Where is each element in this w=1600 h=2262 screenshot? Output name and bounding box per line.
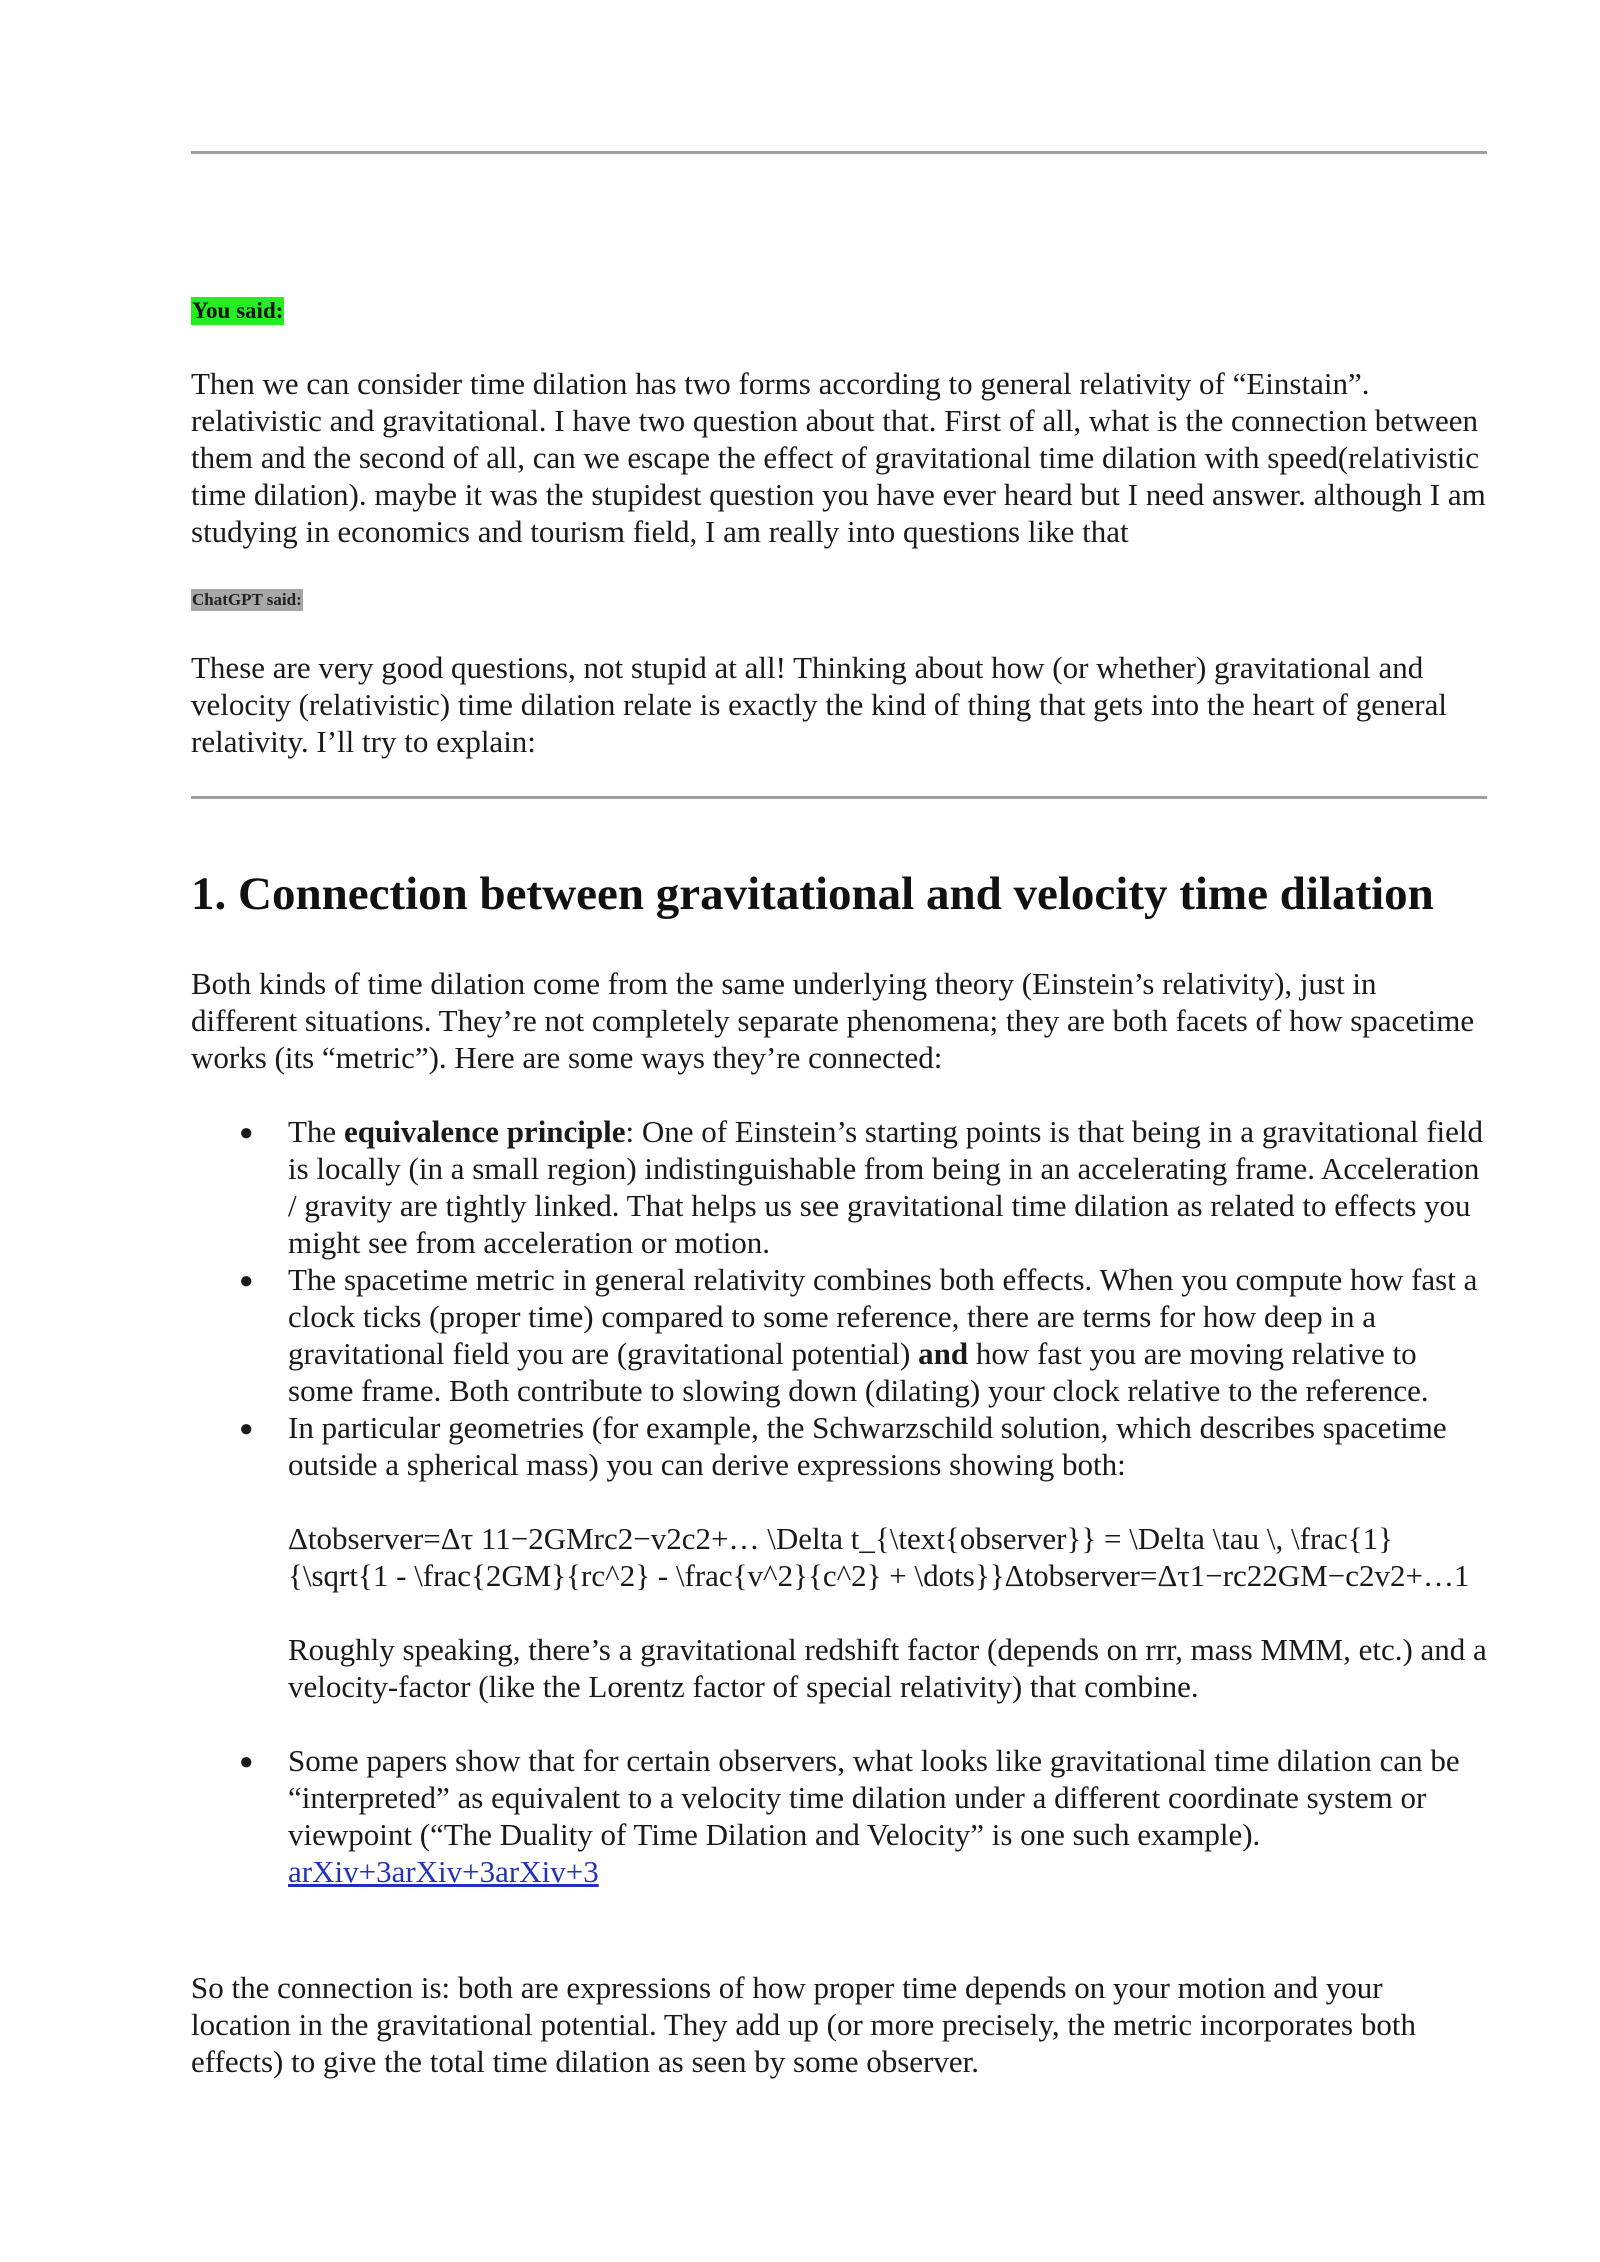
formula-explanation: Roughly speaking, there’s a gravitational redshift factor (depends on rrr, mass MMM, etc.) and a velocity-factor (like the Lorentz factor of special relativity) that combine. <box>288 1632 1487 1704</box>
bullet-icon: ● <box>239 1416 254 1442</box>
section-heading: 1. Connection between gravitational and velocity time dilation <box>191 868 1434 920</box>
bullet-text: : One of Einstein’s starting points is that being in a gravitational field is locally (in a small region) indistinguishable from being in an accelerating frame. Acceleration / gravity are tightly linked. That helps us see gravitational time dilation as related to effects you might see from acceleration or motion. <box>288 1114 1484 1260</box>
user-speaker-label: You said: <box>192 298 284 323</box>
bullet-text: Some papers show that for certain observers, what looks like gravitational time dilation can be “interpreted” as equivalent to a velocity time dilation under a different coordinate system or viewpoint (“The Duality of Time Dilation and Velocity” is one such example). <box>288 1743 1460 1852</box>
bullet-text: In particular geometries (for example, the Schwarzschild solution, which describes spacetime outside a spherical mass) you can derive expressions showing both: <box>288 1410 1447 1482</box>
bullet-bold-term: equivalence principle <box>343 1114 626 1149</box>
bullet-text: The <box>288 1114 344 1149</box>
bullet-text: The spacetime metric in general relativity combines both effects. When you compute how fast a clock ticks (proper time) compared to some reference, there are terms for how deep in a gravitational field you are (gravitational potential) <box>288 1262 1478 1371</box>
bullet-icon: ● <box>239 1749 254 1775</box>
top-divider <box>191 151 1487 154</box>
bullet-bold-term: and <box>918 1336 969 1371</box>
arxiv-citation-link[interactable]: arXiv+3arXiv+3arXiv+3 <box>288 1854 599 1889</box>
conclusion-paragraph: So the connection is: both are expressions of how proper time depends on your motion and your location in the gravitational potential. They add up (or more precisely, the metric incorporates both effects) to give the total time dilation as seen by some observer. <box>191 1970 1416 2079</box>
list-item <box>191 1409 1487 1705</box>
section-intro: Both kinds of time dilation come from the same underlying theory (Einstein’s relativity), just in different situations. They’re not completely separate phenomena; they are both facets of how spacetime works (its “metric”). Here are some ways they’re connected: <box>191 966 1475 1075</box>
connection-list <box>191 1113 1487 1890</box>
bullet-icon: ● <box>239 1268 254 1294</box>
list-item <box>191 1742 1487 1890</box>
assistant-intro: These are very good questions, not stupid at all! Thinking about how (or whether) gravitational and velocity (relativistic) time dilation relate is exactly the kind of thing that gets into the heart of general relativity. I’ll try to explain: <box>191 650 1447 759</box>
section-divider <box>191 796 1487 799</box>
bullet-icon: ● <box>239 1120 254 1146</box>
list-item <box>191 1113 1487 1261</box>
metric-formula: Δtobserver=Δτ 11−2GMrc2−v2c2+… \Delta t_{\text{observer}} = \Delta \tau \, \frac{1}{\sqrt{1 - \frac{2GM}{rc^2} - \frac{v^2}{c^2} + \dots}}Δtobserver=Δτ1−rc22GM−c2v2+…1 <box>288 1521 1470 1593</box>
bullet-text: how fast you are moving relative to some frame. Both contribute to slowing down (dilating) your clock relative to the reference. <box>288 1336 1429 1408</box>
list-item <box>191 1261 1487 1409</box>
assistant-speaker-label: ChatGPT said: <box>192 590 302 609</box>
user-message: Then we can consider time dilation has two forms according to general relativity of “Einstain”. relativistic and gravitational. I have two question about that. First of all, what is the connection between them and the second of all, can we escape the effect of gravitational time dilation with speed(relativistic time dilation). maybe it was the stupidest question you have ever heard but I need answer. although I am studying in economics and tourism field, I am really into questions like that <box>191 366 1486 549</box>
